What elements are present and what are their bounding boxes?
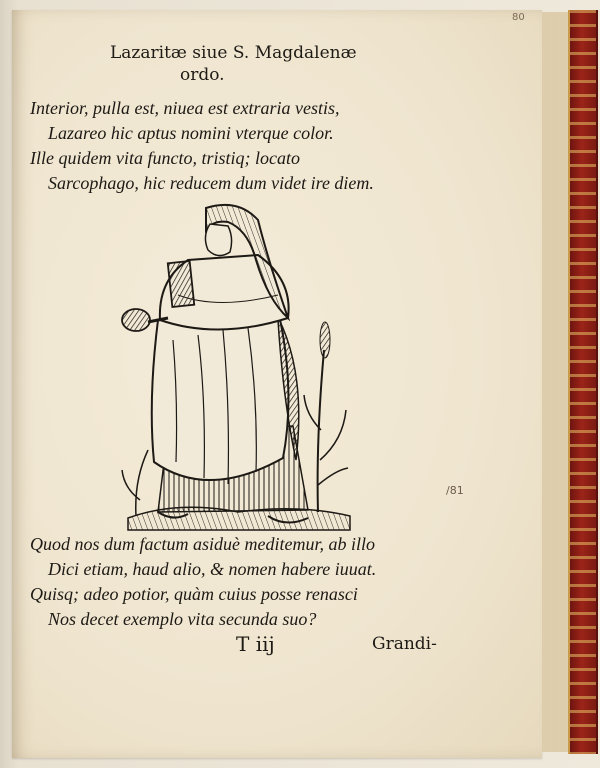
verse-line: Dici etiam, haud alio, & nomen habere iuuat. bbox=[48, 559, 377, 579]
margin-annotation: /81 bbox=[446, 484, 464, 497]
page-title bbox=[40, 42, 480, 86]
verse-line: Nos decet exemplo vita secunda suo? bbox=[48, 609, 317, 629]
verse-line: Quisq; adeo potior, quàm cuius posse renasci bbox=[30, 584, 358, 604]
verse-line: Ille quidem vita functo, tristiq; locato bbox=[30, 148, 300, 168]
page-edges bbox=[542, 12, 570, 752]
verse-line: Interior, pulla est, niuea est extraria vestis, bbox=[30, 98, 340, 118]
verse-line: Quod nos dum factum asiduè meditemur, ab illo bbox=[30, 534, 375, 554]
verse-top bbox=[30, 96, 500, 196]
woodcut-illustration bbox=[118, 200, 358, 536]
verse-line: Lazareo hic aptus nomini vterque color. bbox=[48, 123, 334, 143]
book-binding bbox=[568, 10, 598, 754]
folio-number: 80 bbox=[512, 12, 525, 23]
title-line-2: ordo. bbox=[180, 65, 225, 85]
signature-mark: T iij bbox=[236, 632, 275, 656]
verse-bottom bbox=[30, 532, 500, 632]
verse-line: Sarcophago, hic reducem dum videt ire diem. bbox=[48, 173, 374, 193]
title-line-1: Lazaritæ siue S. Magdalenæ bbox=[110, 43, 357, 63]
catchword: Grandi- bbox=[372, 634, 437, 654]
